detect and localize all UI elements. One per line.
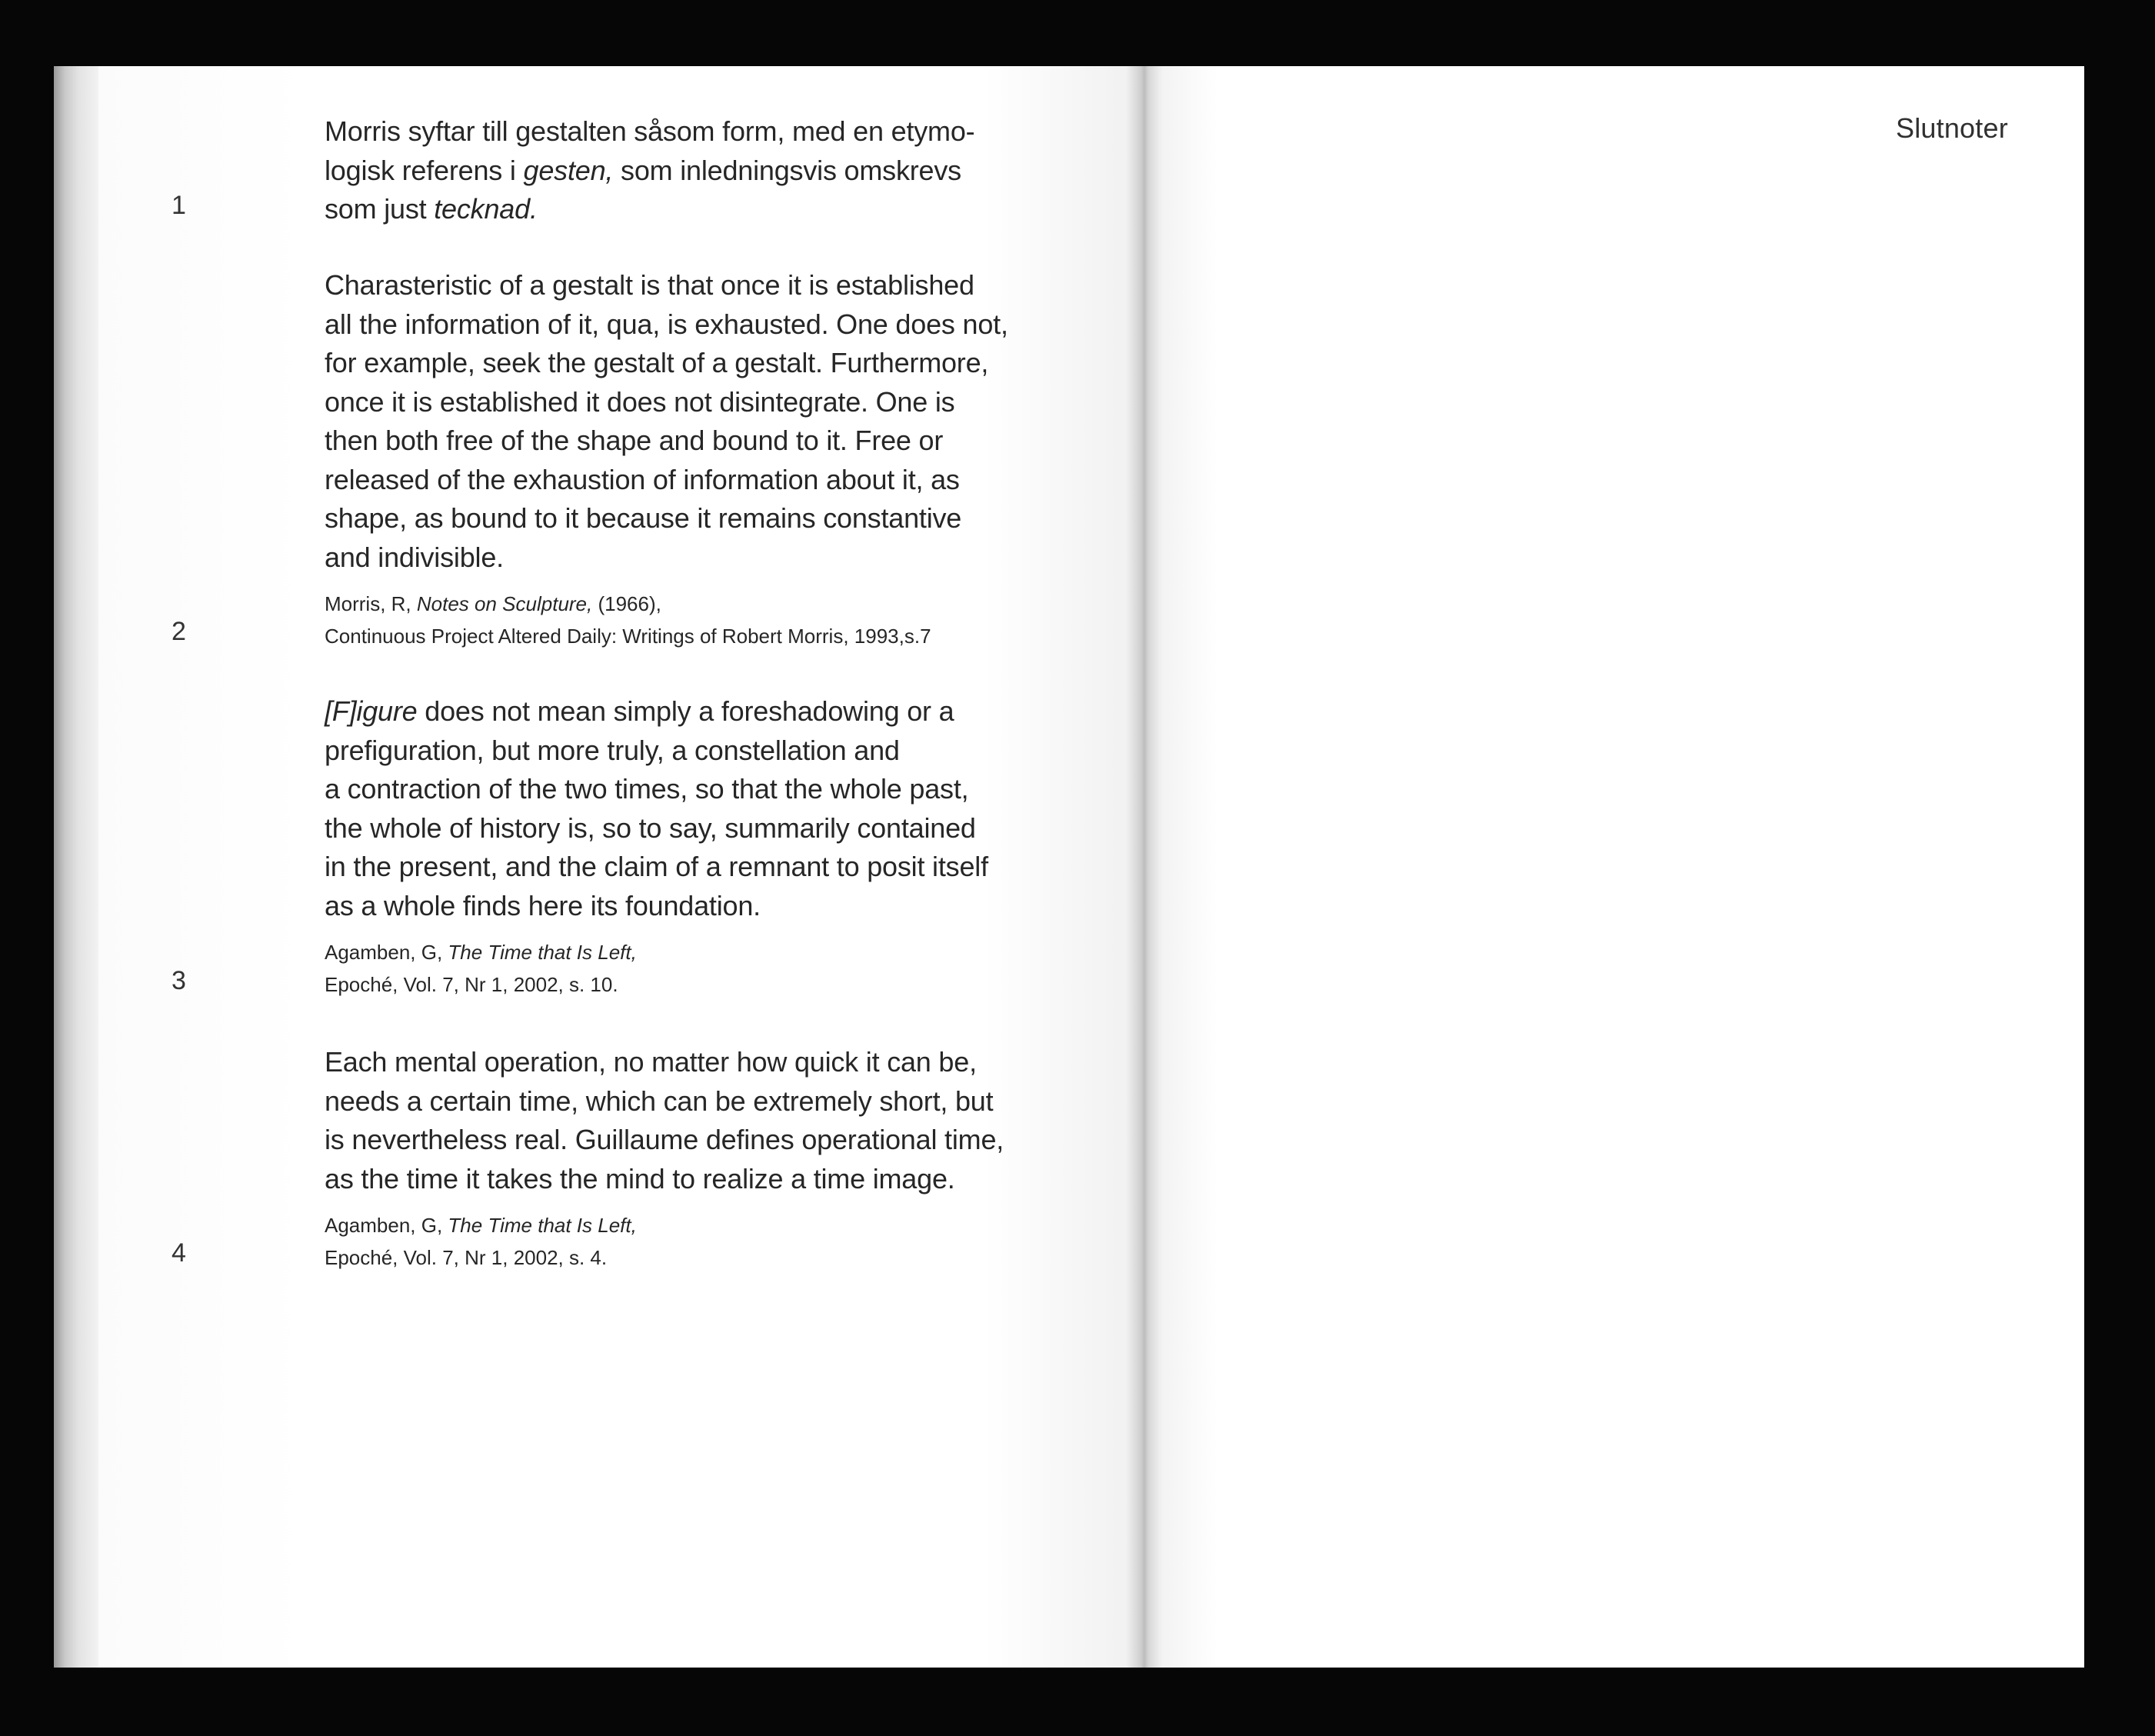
text-line: Charasteristic of a gestalt is that once it is established	[325, 269, 974, 301]
citation	[325, 1209, 1063, 1274]
note-text	[325, 266, 1063, 577]
text-line: needs a certain time, which can be extremely short, but	[325, 1085, 994, 1117]
text-line: as a whole finds here its foundation.	[325, 889, 761, 921]
citation-line: Continuous Project Altered Daily: Writings of Robert Morris, 1993,s.7	[325, 625, 931, 648]
text-line: shape, as bound to it because it remains constantive	[325, 502, 962, 534]
book-gutter	[1127, 66, 1162, 1668]
text-line: then both free of the shape and bound to it. Free or	[325, 425, 944, 456]
citation	[325, 588, 1063, 652]
note-text	[325, 112, 1063, 229]
citation-line: Epoché, Vol. 7, Nr 1, 2002, s. 10.	[325, 973, 618, 996]
text-line: prefiguration, but more truly, a constellation and	[325, 734, 900, 766]
endnote	[325, 266, 1063, 652]
text-line: once it is established it does not disintegrate. One is	[325, 385, 955, 418]
endnote	[325, 1043, 1063, 1274]
citation-line: Morris, R, Notes on Sculpture, (1966),	[325, 592, 661, 615]
note-text	[325, 1043, 1063, 1198]
note-text	[325, 692, 1063, 925]
note-number: 1	[172, 191, 186, 220]
citation-line: Agamben, G, The Time that Is Left,	[325, 1214, 637, 1237]
text-line: Morris syftar till gestalten såsom form, med en etymo-	[325, 115, 975, 147]
citation	[325, 936, 1063, 1001]
text-line: som just tecknad.	[325, 193, 538, 225]
text-line: all the information of it, qua, is exhausted. One does not,	[325, 308, 1008, 340]
section-title: Slutnoter	[1896, 112, 2008, 144]
endnote	[325, 112, 1063, 229]
citation-line: Epoché, Vol. 7, Nr 1, 2002, s. 4.	[325, 1246, 608, 1269]
text-line: and indivisible.	[325, 541, 504, 573]
text-line: for example, seek the gestalt of a gestalt. Furthermore,	[325, 347, 989, 378]
text-line: a contraction of the two times, so that the whole past,	[325, 773, 969, 805]
note-number: 2	[172, 617, 186, 646]
text-line: logisk referens i gesten, som inledningsvis omskrevs	[325, 154, 961, 186]
text-line: as the time it takes the mind to realize a time image.	[325, 1162, 955, 1195]
right-page	[1162, 66, 2084, 1668]
text-line: is nevertheless real. Guillaume defines operational time,	[325, 1124, 1004, 1155]
text-line: the whole of history is, so to say, summarily contained	[325, 811, 976, 844]
citation-line: Agamben, G, The Time that Is Left,	[325, 941, 637, 964]
page-stack-edge	[54, 66, 98, 1668]
text-line: released of the exhaustion of information about it, as	[325, 463, 960, 495]
note-number: 3	[172, 966, 186, 995]
text-line: in the present, and the claim of a remnant to posit itself	[325, 851, 988, 882]
text-line: Each mental operation, no matter how quick it can be,	[325, 1046, 977, 1078]
text-line: [F]igure does not mean simply a foreshadowing or a	[325, 695, 954, 727]
note-number: 4	[172, 1238, 186, 1268]
endnote	[325, 692, 1063, 1001]
